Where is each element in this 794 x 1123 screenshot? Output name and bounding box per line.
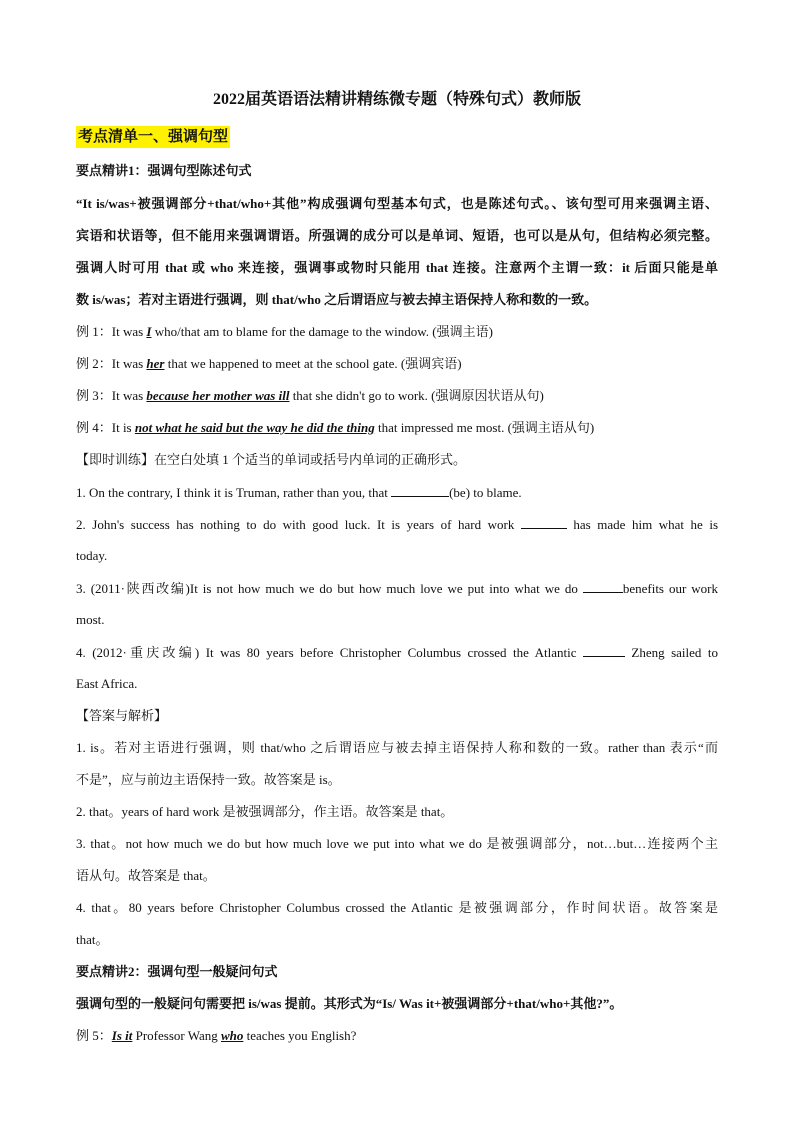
emphasized-part: who: [220, 1028, 244, 1043]
answer-blank[interactable]: [583, 643, 625, 657]
rule-line-4: 数 is/was；若对主语进行强调，则 that/who 之后谓语应与被去掉主语保持人称和数的一致。: [76, 292, 598, 307]
answer-line-7: that。: [76, 932, 109, 947]
emphasized-part: her: [146, 356, 165, 371]
emphasized-part: I: [146, 324, 152, 339]
section-heading: 考点清单一、强调句型: [76, 126, 230, 148]
answer-line-4: 3. that。not how much we do but how much love we put into what we do 是被强调部分，not…but…连接两个主: [76, 836, 718, 851]
rule-line-2: 宾语和状语等，但不能用来强调谓语。所强调的成分可以是单词、短语，也可以是从句，但结构必须完整。: [76, 228, 718, 243]
answer-line-6: 4. that。80 years before Christopher Columbus crossed the Atlantic 是被强调部分，作时间状语。故答案是: [76, 900, 718, 915]
rule-line-3: 强调人时可用 that 或 who 来连接，强调事或物时只能用 that 连接。注意两个主谓一致：it 后面只能是单: [76, 260, 718, 275]
answers-heading: 【答案与解析】: [76, 708, 168, 723]
example-3: 例 3：It was because her mother was ill that she didn't go to work. (强调原因状语从句): [76, 388, 544, 403]
emphasized-part: Is it: [111, 1028, 133, 1043]
question-4: 4. (2012·重庆改编) It was 80 years before Christopher Columbus crossed the Atlantic Zheng sailed to: [76, 645, 718, 660]
rule-line-1: “It is/was+被强调部分+that/who+其他”构成强调句型基本句式，也是陈述句式。、该句型可用来强调主语、: [76, 196, 718, 211]
example-2: 例 2：It was her that we happened to meet at the school gate. (强调宾语): [76, 356, 462, 371]
answer-blank[interactable]: [583, 579, 623, 593]
question-3: 3. (2011·陕西改编)It is not how much we do but how much love we put into what we do benefits our work: [76, 581, 718, 596]
example-5: 例 5：Is it Professor Wang who teaches you English?: [76, 1028, 357, 1043]
emphasized-part: not what he said but the way he did the thing: [134, 420, 375, 435]
rule-line-5: 强调句型的一般疑问句需要把 is/was 提前。其形式为“Is/ Was it+被强调部分+that/who+其他?”。: [76, 996, 623, 1011]
question-1: 1. On the contrary, I think it is Truman, rather than you, that (be) to blame.: [76, 485, 522, 500]
question-2: 2. John's success has nothing to do with good luck. It is years of hard work has made him what he is: [76, 517, 719, 532]
answer-line-3: 2. that。years of hard work 是被强调部分，作主语。故答案是 that。: [76, 804, 454, 819]
drill-heading: 【即时训练】在空白处填 1 个适当的单词或括号内单词的正确形式。: [76, 452, 467, 467]
point-heading-2: 要点精讲2：强调句型一般疑问句式: [76, 964, 278, 979]
answer-line-1: 1. is。若对主语进行强调，则 that/who 之后谓语应与被去掉主语保持人称和数的一致。rather than 表示“而: [76, 740, 718, 755]
answer-blank[interactable]: [521, 515, 567, 529]
answer-blank[interactable]: [391, 483, 449, 497]
emphasized-part: because her mother was ill: [146, 388, 290, 403]
example-1: 例 1：It was I who/that am to blame for the damage to the window. (强调主语): [76, 324, 493, 339]
question-4-cont: East Africa.: [76, 676, 138, 691]
question-3-cont: most.: [76, 612, 105, 627]
answer-line-2: 不是”，应与前边主语保持一致。故答案是 is。: [76, 772, 341, 787]
page-title: 2022届英语语法精讲精练微专题（特殊句式）教师版: [212, 91, 581, 108]
example-4: 例 4：It is not what he said but the way he did the thing that impressed me most. (强调主语从句): [76, 420, 595, 435]
answer-line-5: 语从句。故答案是 that。: [76, 868, 216, 883]
point-heading-1: 要点精讲1：强调句型陈述句式: [76, 163, 252, 178]
question-2-cont: today.: [76, 548, 108, 563]
